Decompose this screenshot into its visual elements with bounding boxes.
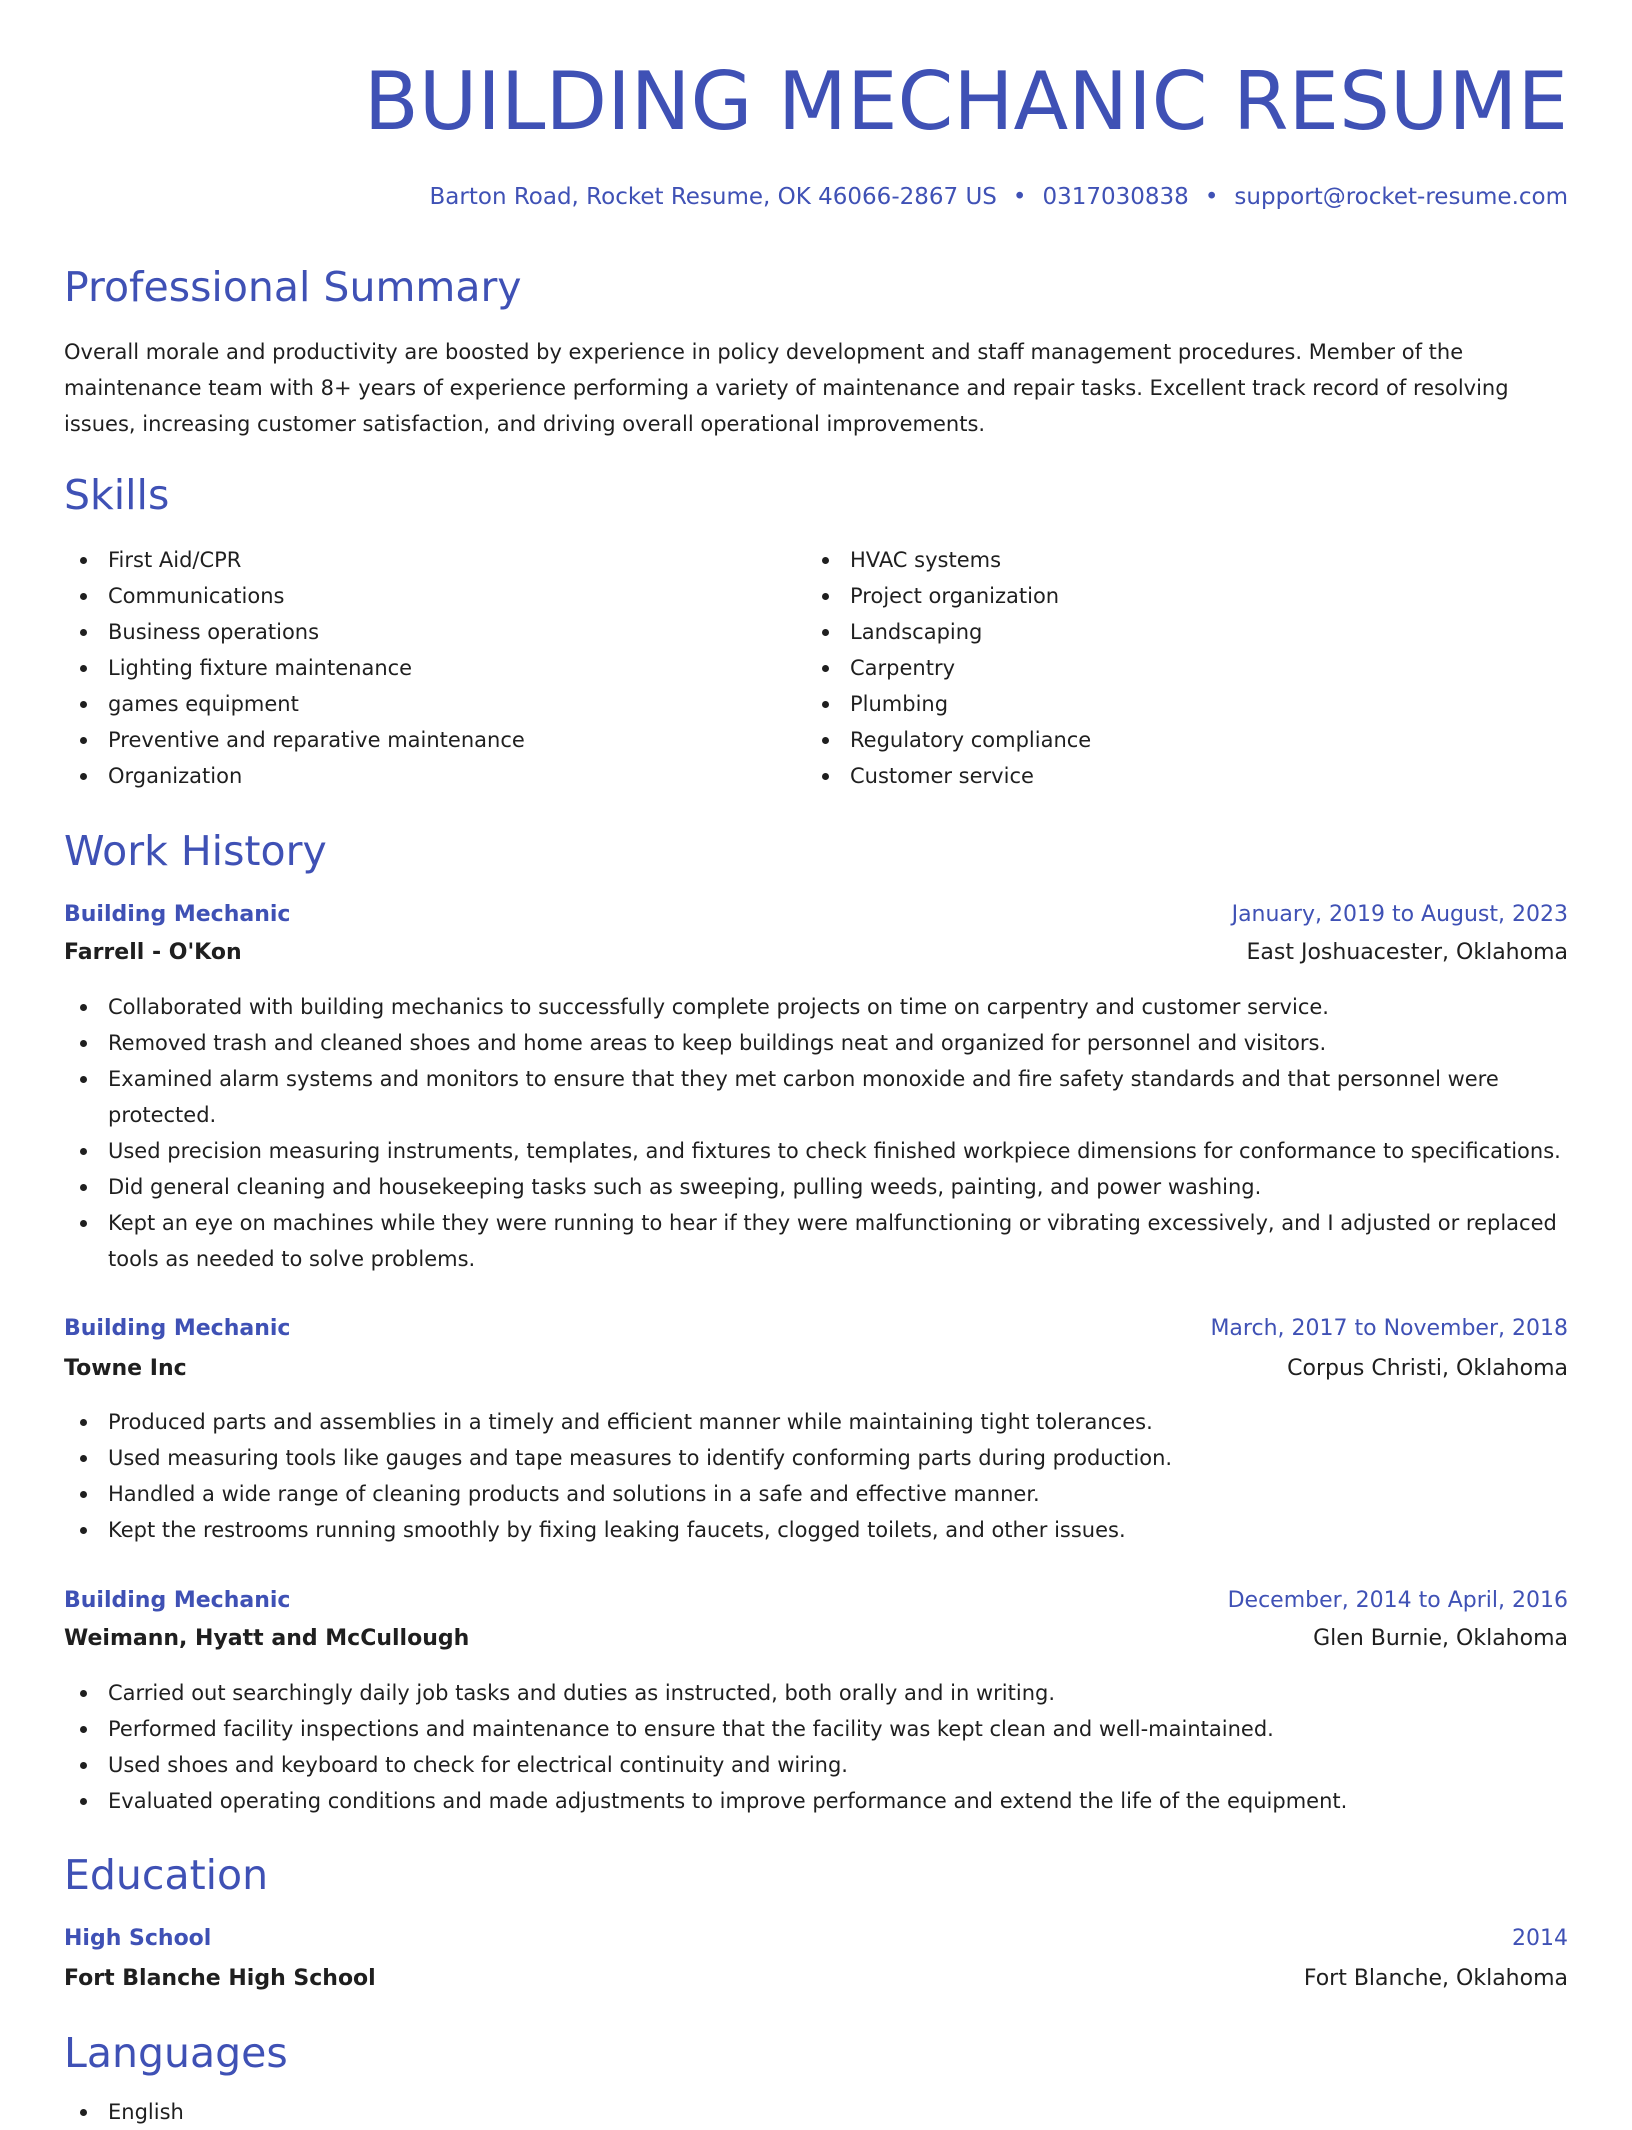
contact-address: Barton Road, Rocket Resume, OK 46066-2867 US <box>429 184 997 210</box>
list-item: Evaluated operating conditions and made adjustments to improve performance and extend the life of the equipment. <box>64 1783 1568 1819</box>
contact-email: support@rocket-resume.com <box>1234 184 1568 210</box>
list-item: Kept an eye on machines while they were running to hear if they were malfunctioning or vibrating excessively, and I adjusted or replaced tools as needed to solve problems. <box>64 1205 1568 1277</box>
list-item: Carpentry <box>806 650 1526 686</box>
list-item: English <box>64 2094 784 2130</box>
job-2-company: Towne Inc <box>64 1356 187 1381</box>
list-item: Did general cleaning and housekeeping tasks such as sweeping, pulling weeds, painting, and power washing. <box>64 1169 1568 1205</box>
job-1-title: Building Mechanic <box>64 902 291 927</box>
job-3-org <box>64 1621 1568 1657</box>
job-1-company: Farrell - O'Kon <box>64 940 242 965</box>
list-item: Regulatory compliance <box>806 722 1526 758</box>
list-item: Lighting fixture maintenance <box>64 650 784 686</box>
job-3-header <box>64 1583 1568 1619</box>
list-item: Preventive and reparative maintenance <box>64 722 784 758</box>
languages-list <box>64 2094 784 2130</box>
job-2-title: Building Mechanic <box>64 1316 291 1341</box>
job-1-org <box>64 935 1568 971</box>
list-item: Used precision measuring instruments, templates, and fixtures to check finished workpiece dimensions for conformance to specifications. <box>64 1133 1568 1169</box>
job-1-dates: January, 2019 to August, 2023 <box>1231 902 1568 927</box>
job-1-header <box>64 897 1568 933</box>
list-item: games equipment <box>64 686 784 722</box>
list-item: Handled a wide range of cleaning products and solutions in a safe and effective manner. <box>64 1476 1568 1512</box>
list-item: Business operations <box>64 614 784 650</box>
skills-heading: Skills <box>64 471 170 519</box>
job-2-location: Corpus Christi, Oklahoma <box>1287 1356 1568 1381</box>
education-header <box>64 1921 1568 1957</box>
list-item: Collaborated with building mechanics to successfully complete projects on time on carpentry and customer service. <box>64 989 1568 1025</box>
list-item: Carried out searchingly daily job tasks and duties as instructed, both orally and in writing. <box>64 1675 1568 1711</box>
job-3-dates: December, 2014 to April, 2016 <box>1227 1588 1568 1613</box>
job-2-header <box>64 1311 1568 1347</box>
education-school: Fort Blanche High School <box>64 1966 376 1991</box>
job-3-company: Weimann, Hyatt and McCullough <box>64 1626 470 1651</box>
summary-text: Overall morale and productivity are boosted by experience in policy development and staff management procedures. Member of the maintenance team with 8+ years of experience performing a variety of maintenance and repair tasks. Excellent track record of resolving issues, increasing customer satisfaction, and driving overall operational improvements. <box>64 340 1509 436</box>
list-item: Examined alarm systems and monitors to ensure that they met carbon monoxide and fire safety standards and that personnel were protected. <box>64 1061 1568 1133</box>
list-item: Kept the restrooms running smoothly by fixing leaking faucets, clogged toilets, and other issues. <box>64 1512 1568 1548</box>
education-year: 2014 <box>1512 1926 1568 1951</box>
separator-dot-1: • <box>1012 184 1027 210</box>
list-item: Communications <box>64 578 784 614</box>
contact-line <box>430 180 1568 214</box>
education-degree: High School <box>64 1926 212 1951</box>
contact-phone: 0317030838 <box>1042 184 1189 210</box>
summary-heading: Professional Summary <box>64 263 522 311</box>
separator-dot-2: • <box>1204 184 1219 210</box>
list-item: Customer service <box>806 758 1526 794</box>
list-item: Used shoes and keyboard to check for electrical continuity and wiring. <box>64 1747 1568 1783</box>
list-item: Plumbing <box>806 686 1526 722</box>
job-2-org <box>64 1351 1568 1387</box>
job-3-title: Building Mechanic <box>64 1588 291 1613</box>
skills-list-left <box>64 542 784 794</box>
languages-heading: Languages <box>64 2029 288 2077</box>
list-item: Performed facility inspections and maintenance to ensure that the facility was kept clean and well-maintained. <box>64 1711 1568 1747</box>
education-location: Fort Blanche, Oklahoma <box>1303 1966 1568 1991</box>
list-item: Produced parts and assemblies in a timely and efficient manner while maintaining tight tolerances. <box>64 1404 1568 1440</box>
list-item: First Aid/CPR <box>64 542 784 578</box>
job-1-location: East Joshuacester, Oklahoma <box>1246 940 1568 965</box>
list-item: Removed trash and cleaned shoes and home areas to keep buildings neat and organized for personnel and visitors. <box>64 1025 1568 1061</box>
list-item: HVAC systems <box>806 542 1526 578</box>
work-history-heading: Work History <box>64 827 327 875</box>
resume-title: BUILDING MECHANIC RESUME <box>363 55 1568 148</box>
education-org <box>64 1961 1568 1997</box>
job-3-bullets <box>64 1675 1568 1819</box>
list-item: Organization <box>64 758 784 794</box>
list-item: Used measuring tools like gauges and tape measures to identify conforming parts during production. <box>64 1440 1568 1476</box>
job-2-bullets <box>64 1404 1568 1548</box>
job-2-dates: March, 2017 to November, 2018 <box>1210 1316 1568 1341</box>
list-item: Project organization <box>806 578 1526 614</box>
education-heading: Education <box>64 1851 269 1899</box>
job-3-location: Glen Burnie, Oklahoma <box>1313 1626 1568 1651</box>
list-item: Landscaping <box>806 614 1526 650</box>
job-1-bullets <box>64 989 1568 1277</box>
skills-list-right <box>806 542 1526 794</box>
